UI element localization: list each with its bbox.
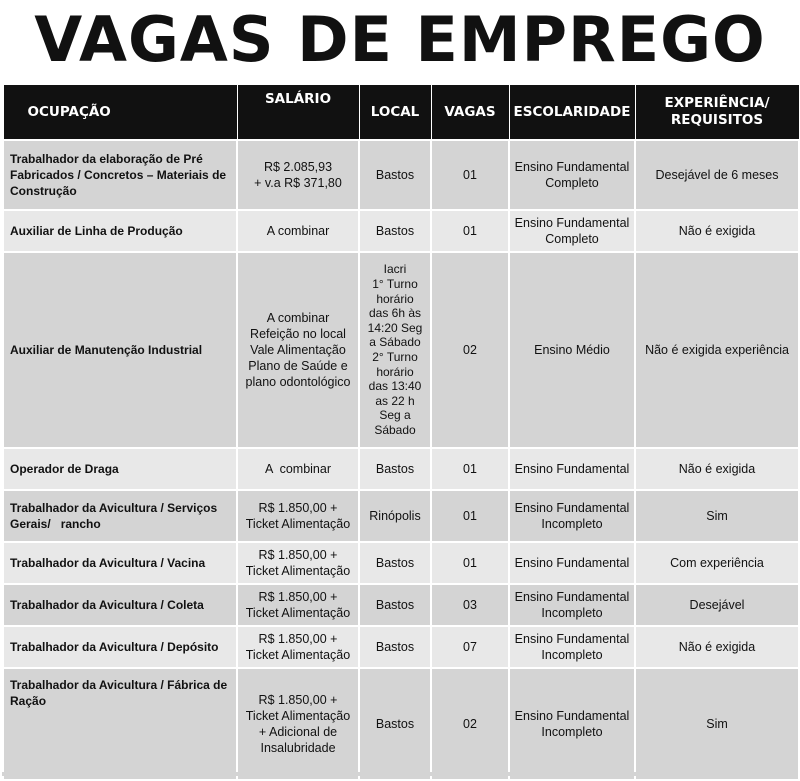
cell-salario: R$ 1.850,00 + Ticket Alimentação (237, 584, 359, 626)
cell-vagas: 03 (431, 584, 509, 626)
cell-ocupacao: Auxiliar de Manutenção Industrial (3, 252, 237, 448)
cell-salario: R$ 1.850,00 + Ticket Alimentação + Adicional de Insalubridade (237, 668, 359, 780)
cell-experiencia: Desejável de 6 meses (635, 140, 799, 210)
cell-local: Rinópolis (359, 490, 431, 542)
cell-escolaridade: Ensino Fundamental Incompleto (509, 668, 635, 780)
cell-salario: A combinar (237, 448, 359, 490)
cell-escolaridade: Ensino Fundamental Incompleto (509, 490, 635, 542)
cell-experiencia: Desejável (635, 584, 799, 626)
table-row (3, 584, 799, 626)
header-local: LOCAL (359, 85, 431, 141)
cell-ocupacao: Trabalhador da elaboração de Pré Fabricados / Concretos – Materiais de Construção (3, 140, 237, 210)
job-table (2, 84, 800, 781)
header-escolaridade: ESCOLARIDADE (509, 85, 635, 141)
cell-ocupacao: Trabalhador da Avicultura / Fábrica de Ração (3, 668, 237, 780)
table-row (3, 448, 799, 490)
cell-experiencia: Sim (635, 668, 799, 780)
table-row (3, 252, 799, 448)
cell-vagas: 01 (431, 210, 509, 252)
cell-salario: A combinar (237, 210, 359, 252)
header-salario: SALÁRIO (237, 85, 359, 141)
table-row (3, 542, 799, 584)
cell-salario: A combinar Refeição no local Vale Alimentação Plano de Saúde e plano odontológico (237, 252, 359, 448)
cell-experiencia: Não é exigida experiência (635, 252, 799, 448)
cell-experiencia: Não é exigida (635, 626, 799, 668)
cell-salario: R$ 1.850,00 + Ticket Alimentação (237, 490, 359, 542)
cell-experiencia: Não é exigida (635, 448, 799, 490)
cell-local: Bastos (359, 542, 431, 584)
cell-escolaridade: Ensino Fundamental Incompleto (509, 626, 635, 668)
table-row (3, 210, 799, 252)
table-row (3, 668, 799, 780)
table-row (3, 626, 799, 668)
header-ocupacao: OCUPAÇÃO (3, 85, 237, 141)
cell-vagas: 01 (431, 140, 509, 210)
bottom-divider (2, 772, 798, 776)
cell-local: Bastos (359, 668, 431, 780)
cell-escolaridade: Ensino Fundamental Incompleto (509, 584, 635, 626)
cell-salario: R$ 1.850,00 + Ticket Alimentação (237, 542, 359, 584)
cell-ocupacao: Auxiliar de Linha de Produção (3, 210, 237, 252)
cell-local: Bastos (359, 140, 431, 210)
cell-vagas: 07 (431, 626, 509, 668)
cell-vagas: 02 (431, 252, 509, 448)
cell-experiencia: Com experiência (635, 542, 799, 584)
cell-ocupacao: Trabalhador da Avicultura / Coleta (3, 584, 237, 626)
cell-escolaridade: Ensino Fundamental (509, 448, 635, 490)
cell-ocupacao: Trabalhador da Avicultura / Vacina (3, 542, 237, 584)
cell-vagas: 02 (431, 668, 509, 780)
cell-local: Iacri 1° Turno horário das 6h às 14:20 Seg a Sábado 2° Turno horário das 13:40 as 22 h Seg a Sábado (359, 252, 431, 448)
table-row (3, 140, 799, 210)
cell-local: Bastos (359, 626, 431, 668)
cell-vagas: 01 (431, 542, 509, 584)
table-row (3, 490, 799, 542)
cell-ocupacao: Trabalhador da Avicultura / Serviços Gerais/ rancho (3, 490, 237, 542)
page-title: VAGAS DE EMPREGO (34, 3, 766, 76)
header-vagas: VAGAS (431, 85, 509, 141)
cell-salario: R$ 2.085,93 + v.a R$ 371,80 (237, 140, 359, 210)
cell-salario: R$ 1.850,00 + Ticket Alimentação (237, 626, 359, 668)
cell-ocupacao: Operador de Draga (3, 448, 237, 490)
cell-local: Bastos (359, 448, 431, 490)
header-experiencia: EXPERIÊNCIA/ REQUISITOS (635, 85, 799, 141)
cell-vagas: 01 (431, 490, 509, 542)
header-row (3, 85, 799, 141)
cell-experiencia: Sim (635, 490, 799, 542)
cell-vagas: 01 (431, 448, 509, 490)
cell-experiencia: Não é exigida (635, 210, 799, 252)
cell-local: Bastos (359, 210, 431, 252)
cell-escolaridade: Ensino Médio (509, 252, 635, 448)
cell-ocupacao: Trabalhador da Avicultura / Depósito (3, 626, 237, 668)
cell-local: Bastos (359, 584, 431, 626)
cell-escolaridade: Ensino Fundamental (509, 542, 635, 584)
cell-escolaridade: Ensino Fundamental Completo (509, 210, 635, 252)
cell-escolaridade: Ensino Fundamental Completo (509, 140, 635, 210)
